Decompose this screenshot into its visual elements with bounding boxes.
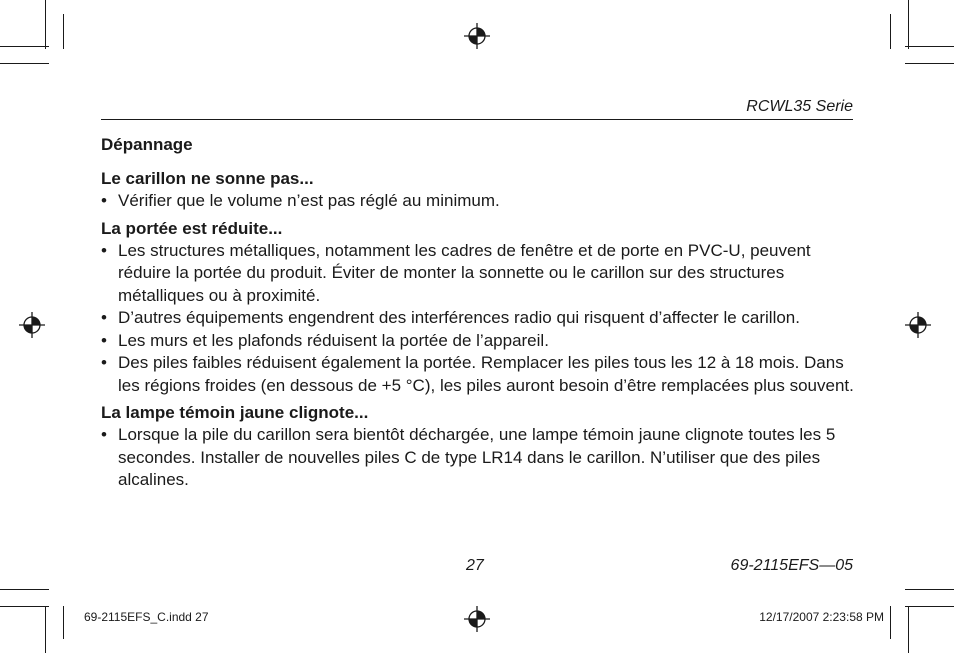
list-item: • Des piles faibles réduisent également la portée. Remplacer les piles tous les 12 à 18 mois. Dans les régions froides (en dessous de +5 °C), les piles auront besoin d’être remplacées plus souvent. [101,352,861,397]
bullet-list [101,240,861,398]
crop-mark [890,606,891,639]
crop-mark [0,46,49,47]
print-slug-timestamp: 12/17/2007 2:23:58 PM [759,610,884,624]
crop-mark [905,606,954,607]
bullet-list [101,424,861,492]
crop-mark [45,606,46,653]
list-item: • Les structures métalliques, notamment les cadres de fenêtre et de porte en PVC-U, peuvent réduire la portée du produit. Éviter de monter la sonnette ou le carillon sur des structures métalliques ou à proximité. [101,240,861,308]
registration-mark-icon [19,312,45,338]
list-item: • Vérifier que le volume n’est pas réglé au minimum. [101,190,861,213]
header-rule [101,119,853,120]
crop-mark [890,14,891,49]
crop-mark [905,63,954,64]
section-chime-silent [101,167,861,213]
page-title: Dépannage [101,135,193,154]
crop-mark [0,606,49,607]
registration-mark-icon [464,606,490,632]
section-reduced-range [101,217,861,398]
list-item: • D’autres équipements engendrent des interférences radio qui risquent d’affecter le carillon. [101,307,861,330]
section-heading: La portée est réduite... [101,218,283,238]
list-item: • Lorsque la pile du carillon sera bientôt déchargée, une lampe témoin jaune clignote toutes les 5 secondes. Installer de nouvelles piles C de type LR14 dans le carillon. N’utiliser que des piles alcalines. [101,424,861,492]
print-slug-file: 69-2115EFS_C.indd 27 [84,610,209,624]
section-yellow-led [101,401,861,492]
page-number: 27 [466,557,484,574]
series-header: RCWL35 Serie [746,98,853,115]
crop-mark [905,589,954,590]
crop-mark [905,46,954,47]
crop-mark [63,606,64,639]
crop-mark [908,0,909,49]
crop-mark [0,589,49,590]
document-code: 69-2115EFS—05 [730,557,853,574]
crop-mark [45,0,46,49]
crop-mark [908,606,909,653]
section-heading: La lampe témoin jaune clignote... [101,403,369,422]
bullet-list [101,190,861,213]
section-heading: Le carillon ne sonne pas... [101,169,314,188]
registration-mark-icon [905,312,931,338]
crop-mark [0,63,49,64]
crop-mark [63,14,64,49]
list-item: • Les murs et les plafonds réduisent la portée de l’appareil. [101,330,861,353]
registration-mark-icon [464,23,490,49]
troubleshooting-content [101,133,861,496]
